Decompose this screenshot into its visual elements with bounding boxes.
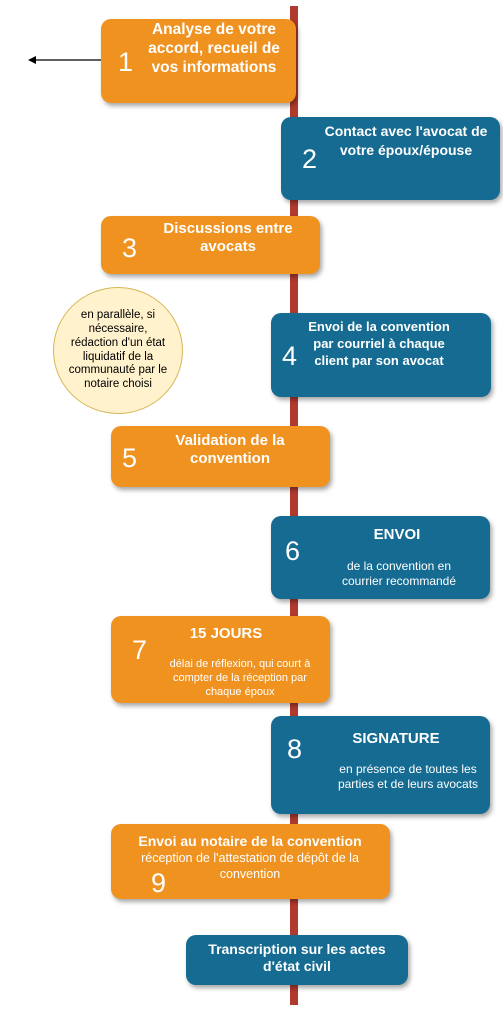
step-title: Envoi de la convention par courriel à chaque client par son avocat	[308, 319, 450, 368]
step-number: 7	[132, 635, 148, 665]
step-number: 2	[302, 144, 318, 174]
step-title: Envoi au notaire de la convention	[138, 833, 362, 849]
step-number: 8	[287, 734, 303, 764]
step-description: réception de l'attestation de dépôt de la convention	[141, 851, 359, 881]
step-4	[271, 313, 491, 397]
step-number: 9	[151, 868, 167, 898]
step-6	[271, 516, 490, 599]
step-2	[281, 117, 500, 200]
step-title: Analyse de votre accord, recueil de vos informations	[148, 21, 280, 76]
step-number: 5	[122, 443, 138, 473]
step-title: Contact avec l'avocat de votre époux/épouse	[324, 123, 488, 159]
step-title: SIGNATURE	[352, 730, 440, 747]
step-title: Validation de la convention	[175, 432, 285, 468]
step-8	[271, 716, 490, 814]
side-note-text: en parallèle, si nécessaire, rédaction d'un état liquidatif de la communauté par le notaire choisi	[68, 309, 168, 391]
step-description: de la convention en courrier recommandé	[341, 559, 457, 588]
step-9	[111, 824, 390, 899]
side-note-bubble	[53, 287, 183, 414]
step-7	[111, 616, 330, 703]
final-step	[186, 935, 408, 985]
step-title: 15 JOURS	[189, 625, 263, 642]
step-title: Transcription sur les actes d'état civil	[208, 941, 386, 975]
step-description: délai de réflexion, qui court à compter de la réception par chaque époux	[169, 658, 311, 698]
step-title: Discussions entre avocats	[163, 220, 293, 256]
step-5	[111, 426, 330, 487]
step-3	[101, 216, 320, 274]
step-title: ENVOI	[373, 526, 421, 543]
step-number: 3	[122, 233, 138, 263]
step-number: 4	[282, 341, 298, 371]
step-number: 6	[285, 536, 301, 566]
step-number: 1	[118, 47, 134, 77]
step-description: en présence de toutes les parties et de leurs avocats	[337, 762, 479, 791]
step-1	[101, 19, 296, 103]
